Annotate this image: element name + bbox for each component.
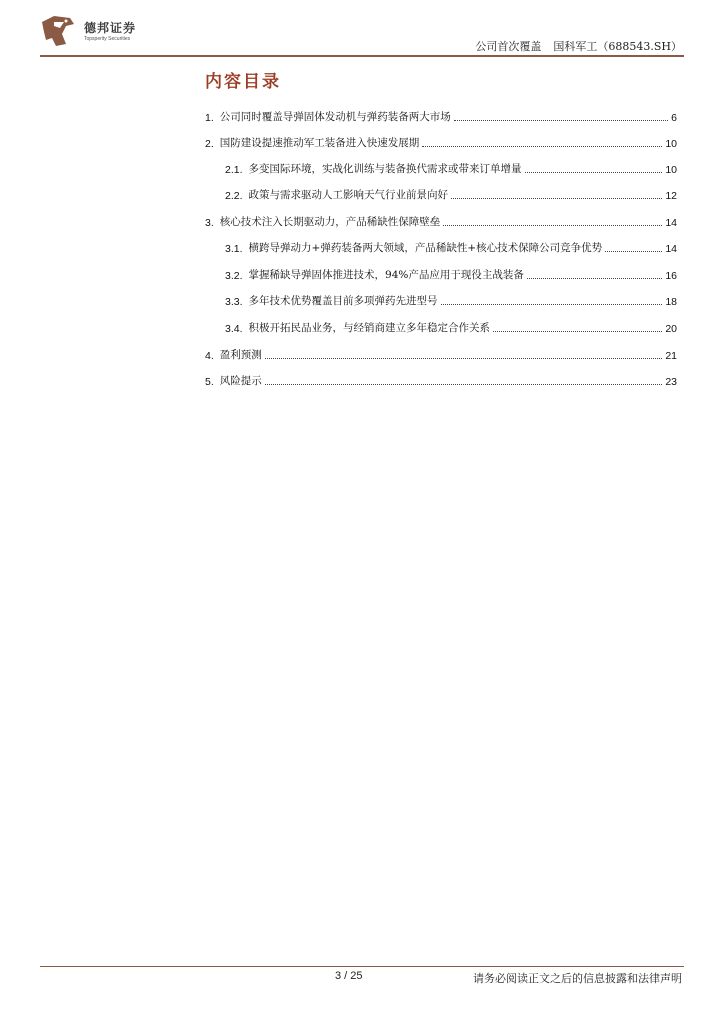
toc-entry-label: 横跨导弹动力+弹药装备两大领域，产品稀缺性+核心技术保障公司竞争优势 xyxy=(248,242,603,254)
toc-entry-label: 掌握稀缺导弹固体推进技术，94%产品应用于现役主战装备 xyxy=(248,269,524,281)
report-type: 公司首次覆盖 xyxy=(475,40,542,53)
toc-entry-page: 18 xyxy=(665,296,677,308)
page-indicator: 3 / 25 xyxy=(335,970,363,982)
toc-leader-dots xyxy=(525,172,663,173)
header-divider xyxy=(40,55,684,57)
toc-entry-number: 3.1. xyxy=(225,243,243,255)
toc-entry-page: 20 xyxy=(665,323,677,335)
toc-entry-label: 多年技术优势覆盖目前多项弹药先进型号 xyxy=(248,295,438,307)
toc-entry-page: 23 xyxy=(665,376,677,388)
toc-leader-dots xyxy=(493,331,662,332)
toc-entry-number: 5. xyxy=(205,376,214,388)
toc-entry[interactable] xyxy=(205,108,677,124)
toc-entry-page: 12 xyxy=(665,190,677,202)
toc-entry-number: 2. xyxy=(205,138,214,150)
toc-entry-label: 政策与需求驱动人工影响天气行业前景向好 xyxy=(248,189,449,201)
toc-leader-dots xyxy=(422,146,662,147)
toc-entry-page: 6 xyxy=(671,112,677,124)
toc-entry-number: 2.1. xyxy=(225,164,243,176)
toc-entry[interactable] xyxy=(205,134,677,150)
toc-entry[interactable] xyxy=(205,346,677,362)
logo-chinese-name: 德邦证券 xyxy=(84,21,137,35)
toc-leader-dots xyxy=(527,278,662,279)
toc-entry-page: 14 xyxy=(665,217,677,229)
toc-entry-page: 21 xyxy=(665,350,677,362)
toc-leader-dots xyxy=(451,198,662,199)
company-ticker: 国科军工（688543.SH） xyxy=(553,40,682,53)
toc-entry[interactable] xyxy=(225,160,677,176)
toc-leader-dots xyxy=(265,384,663,385)
toc-entry-number: 3.4. xyxy=(225,323,243,335)
toc-entry[interactable] xyxy=(225,292,677,308)
toc-entry-label: 国防建设提速推动军工装备进入快速发展期 xyxy=(219,137,420,149)
report-header xyxy=(475,38,682,54)
toc-entry-number: 3.3. xyxy=(225,296,243,308)
toc-entry[interactable] xyxy=(225,239,677,255)
toc-entry-page: 16 xyxy=(665,270,677,282)
toc-leader-dots xyxy=(443,225,662,226)
toc-entry-label: 盈利预测 xyxy=(219,349,262,361)
toc-entry[interactable] xyxy=(225,319,677,335)
company-logo xyxy=(40,14,150,52)
toc-leader-dots xyxy=(441,304,663,305)
toc-entry[interactable] xyxy=(205,372,677,388)
toc-entry-number: 2.2. xyxy=(225,190,243,202)
dragon-logo-icon xyxy=(40,14,76,48)
toc-entry-page: 14 xyxy=(665,243,677,255)
toc-entry-number: 1. xyxy=(205,112,214,124)
toc-title: 内容目录 xyxy=(205,72,281,92)
toc-entry-label: 核心技术注入长期驱动力，产品稀缺性保障壁垒 xyxy=(219,216,441,228)
toc-entry-page: 10 xyxy=(665,164,677,176)
toc-entry-label: 多变国际环境，实战化训练与装备换代需求或带来订单增量 xyxy=(248,163,522,175)
toc-entry-number: 4. xyxy=(205,350,214,362)
toc-entry[interactable] xyxy=(205,213,677,229)
toc-entry-page: 10 xyxy=(665,138,677,150)
toc-entry[interactable] xyxy=(225,186,677,202)
toc-leader-dots xyxy=(605,251,662,252)
toc-entry-label: 积极开拓民品业务，与经销商建立多年稳定合作关系 xyxy=(248,322,491,334)
toc-leader-dots xyxy=(265,358,663,359)
toc-entry-number: 3.2. xyxy=(225,270,243,282)
toc-entry-label: 风险提示 xyxy=(219,375,262,387)
logo-english-name: Topsperity Securities xyxy=(84,36,131,42)
toc-leader-dots xyxy=(454,120,668,121)
toc-entry-label: 公司同时覆盖导弹固体发动机与弹药装备两大市场 xyxy=(219,111,451,123)
footer-divider xyxy=(40,966,684,967)
toc-entry-number: 3. xyxy=(205,217,214,229)
legal-disclaimer: 请务必阅读正文之后的信息披露和法律声明 xyxy=(473,972,682,985)
toc-entry[interactable] xyxy=(225,266,677,282)
